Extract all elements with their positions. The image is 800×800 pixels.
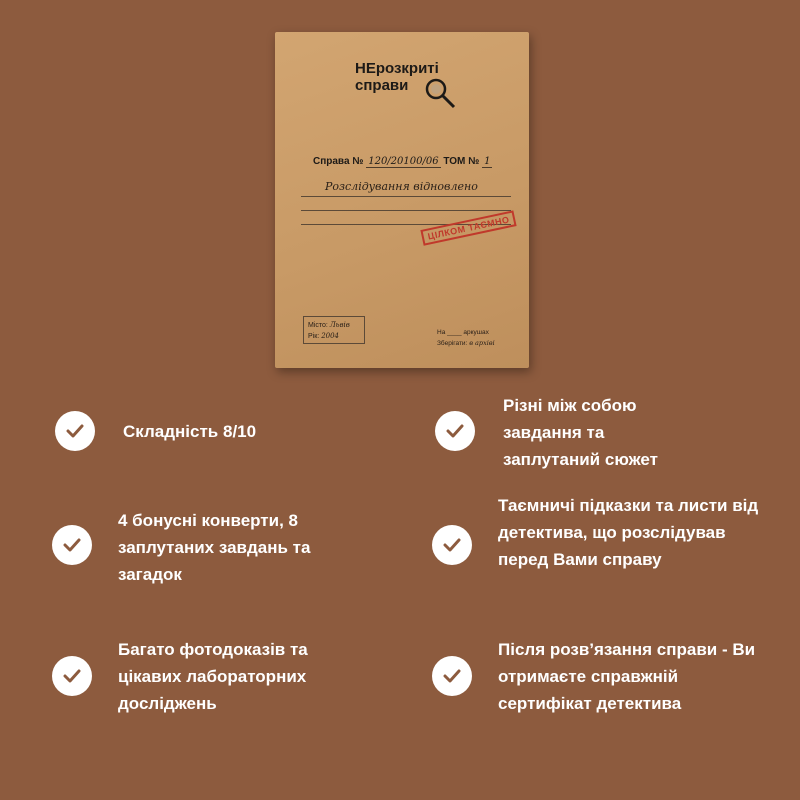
feature-text: Таємничі підказки та листи від детектива, що розслідував перед Вами справу [498,496,759,569]
city-value: Львів [329,321,350,329]
store-label: Зберігати: [437,340,468,347]
secret-stamp: ЦІЛКОМ ТАЄМНО [420,210,516,245]
case-folder-image [275,32,529,368]
check-icon [432,525,472,565]
brand-line-2: справи [355,77,409,94]
archive-info [437,328,495,349]
folder-rule [301,196,511,197]
feature-text: Складність 8/10 [123,422,257,441]
feature-text: Багато фотодоказів та цікавих лабораторних досліджень [118,640,308,713]
check-icon [432,656,472,696]
tom-number: 1 [484,156,491,167]
check-icon [52,525,92,565]
year-label: Рік: [308,333,320,340]
case-number: 120/20100/06 [368,156,439,167]
sheets-label: На ____ аркушах [437,329,489,336]
folder-rule [301,210,511,211]
brand-line-1: НЕрозкриті [355,60,439,77]
check-icon [435,411,475,451]
feature-text: Різні між собою завдання та заплутаний сюжет [503,396,658,469]
handwritten-title: Розслідування відновлено [325,180,478,193]
case-label: Справа № [313,156,364,167]
feature-text: Після розв’язання справи - Ви отримаєте справжній сертифікат детектива [498,640,756,713]
magnifier-icon [423,76,457,110]
case-number-line [313,156,492,167]
year-value: 2004 [321,332,340,340]
check-icon [55,411,95,451]
folder-brand [355,60,475,94]
check-icon [52,656,92,696]
tom-label: ТОМ № [443,156,480,167]
feature-text: 4 бонусні конверти, 8 заплутаних завдань та загадок [118,511,311,584]
city-label: Місто: [308,322,328,329]
store-value: в архіві [469,339,495,347]
place-box [303,316,365,344]
